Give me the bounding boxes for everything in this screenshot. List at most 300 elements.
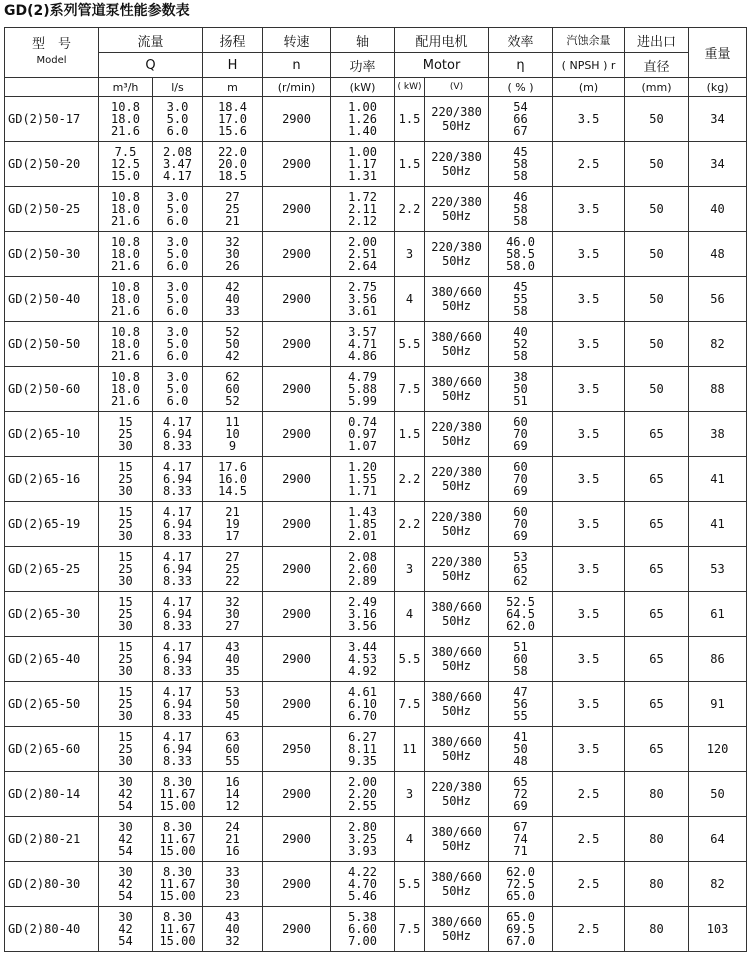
shaft-header: 轴 xyxy=(331,28,395,53)
table-row xyxy=(5,412,747,457)
shaft-power-cell-value: 4.71 xyxy=(348,337,377,351)
flow-ls-cell-value: 3.47 xyxy=(163,157,192,171)
efficiency-cell xyxy=(489,187,553,232)
flow-m3h-cell xyxy=(99,412,153,457)
frequency-value: 50Hz xyxy=(442,254,471,268)
head-cell-value: 53 xyxy=(225,685,240,699)
unit-blank xyxy=(5,78,99,97)
flow-m3h-cell-value: 30 xyxy=(118,910,133,924)
flow-m3h-cell-value: 42 xyxy=(118,922,133,936)
shaft-power-cell-value: 1.55 xyxy=(348,472,377,486)
shaft-power-cell-value: 4.53 xyxy=(348,652,377,666)
flow-ls-cell-value: 8.30 xyxy=(163,775,192,789)
efficiency-cell-value: 62.0 xyxy=(506,619,535,633)
shaft-power-cell-value: 6.70 xyxy=(348,709,377,723)
motor-voltage-cell xyxy=(425,367,489,412)
diameter-cell: 50 xyxy=(625,97,689,142)
model-cell: GD(2)65-25 xyxy=(5,547,99,592)
speed-cell: 2900 xyxy=(263,547,331,592)
frequency-value: 50Hz xyxy=(442,389,471,403)
flow-m3h-cell-value: 10.8 xyxy=(111,370,140,384)
flow-ls-cell-value: 6.94 xyxy=(163,742,192,756)
head-cell-value: 12 xyxy=(225,799,240,813)
npsh-cell: 3.5 xyxy=(553,322,625,367)
flow-ls-cell-value: 15.00 xyxy=(159,934,196,948)
diameter-cell: 65 xyxy=(625,727,689,772)
flow-ls-cell xyxy=(153,862,203,907)
flow-ls-cell-value: 6.0 xyxy=(166,394,189,408)
head-cell-value: 26 xyxy=(225,259,240,273)
shaft-power-cell-value: 9.35 xyxy=(348,754,377,768)
head-cell-value: 21 xyxy=(225,505,240,519)
efficiency-cell xyxy=(489,322,553,367)
flow-ls-cell-value: 4.17 xyxy=(163,730,192,744)
efficiency-cell-value: 65.0 xyxy=(506,889,535,903)
npsh-cell: 3.5 xyxy=(553,727,625,772)
shaft-power-cell-value: 2.55 xyxy=(348,799,377,813)
head-cell xyxy=(203,592,263,637)
flow-ls-cell-value: 5.0 xyxy=(166,247,189,261)
flow-m3h-cell xyxy=(99,502,153,547)
flow-ls-cell-value: 4.17 xyxy=(163,640,192,654)
flow-ls-cell-value: 11.67 xyxy=(159,922,196,936)
head-cell xyxy=(203,457,263,502)
flow-m3h-cell-value: 25 xyxy=(118,562,133,576)
motor-kw-cell: 1.5 xyxy=(395,142,425,187)
efficiency-cell-value: 46.0 xyxy=(506,235,535,249)
flow-ls-cell xyxy=(153,142,203,187)
speed-header: 转速 xyxy=(263,28,331,53)
npsh-cell: 3.5 xyxy=(553,592,625,637)
motor-kw-cell: 1.5 xyxy=(395,97,425,142)
flow-ls-cell xyxy=(153,592,203,637)
npsh-cell: 3.5 xyxy=(553,637,625,682)
motor-kw-cell: 4 xyxy=(395,592,425,637)
flow-m3h-cell-value: 30 xyxy=(118,775,133,789)
shaft-power-cell-value: 2.89 xyxy=(348,574,377,588)
flow-ls-cell-value: 15.00 xyxy=(159,844,196,858)
efficiency-cell xyxy=(489,727,553,772)
flow-ls-cell-value: 5.0 xyxy=(166,382,189,396)
flow-unit-ls: l/s xyxy=(153,78,203,97)
head-cell-value: 50 xyxy=(225,337,240,351)
diameter-cell: 65 xyxy=(625,637,689,682)
shaft-power-cell xyxy=(331,412,395,457)
efficiency-cell-value: 58 xyxy=(513,214,528,228)
npsh-header: 汽蚀余量 xyxy=(553,28,625,53)
dia-unit: (mm) xyxy=(625,78,689,97)
flow-m3h-cell-value: 18.0 xyxy=(111,382,140,396)
voltage-value: 380/660 xyxy=(431,600,482,614)
shaft-power-cell xyxy=(331,502,395,547)
flow-m3h-cell xyxy=(99,322,153,367)
flow-m3h-cell-value: 21.6 xyxy=(111,214,140,228)
flow-m3h-cell-value: 30 xyxy=(118,820,133,834)
flow-ls-cell-value: 6.94 xyxy=(163,427,192,441)
table-row xyxy=(5,772,747,817)
head-cell xyxy=(203,322,263,367)
efficiency-cell-value: 67.0 xyxy=(506,934,535,948)
flow-m3h-cell xyxy=(99,862,153,907)
weight-cell: 40 xyxy=(689,187,747,232)
flow-ls-cell xyxy=(153,97,203,142)
flow-m3h-cell-value: 15 xyxy=(118,550,133,564)
npsh-cell: 2.5 xyxy=(553,772,625,817)
head-cell xyxy=(203,547,263,592)
motor-voltage-cell xyxy=(425,682,489,727)
weight-cell: 82 xyxy=(689,862,747,907)
flow-m3h-cell-value: 30 xyxy=(118,754,133,768)
motor-voltage-cell xyxy=(425,817,489,862)
weight-cell: 50 xyxy=(689,772,747,817)
efficiency-cell-value: 69 xyxy=(513,439,528,453)
model-cell: GD(2)50-50 xyxy=(5,322,99,367)
dia-header: 进出口 xyxy=(625,28,689,53)
head-cell-value: 60 xyxy=(225,382,240,396)
head-cell-value: 60 xyxy=(225,742,240,756)
page-title: GD(2)系列管道泵性能参数表 xyxy=(4,3,190,19)
efficiency-cell-value: 72.5 xyxy=(506,877,535,891)
motor-kw-cell: 2.2 xyxy=(395,457,425,502)
flow-m3h-cell-value: 21.6 xyxy=(111,124,140,138)
efficiency-cell-value: 40 xyxy=(513,325,528,339)
head-cell xyxy=(203,232,263,277)
flow-m3h-cell-value: 42 xyxy=(118,787,133,801)
shaft-power-cell-value: 3.57 xyxy=(348,325,377,339)
npsh-cell: 3.5 xyxy=(553,367,625,412)
speed-cell: 2900 xyxy=(263,772,331,817)
shaft-power-cell-value: 3.56 xyxy=(348,619,377,633)
motor-voltage-cell xyxy=(425,862,489,907)
eff-unit: ( % ) xyxy=(489,78,553,97)
motor-kw-cell: 2.2 xyxy=(395,187,425,232)
model-cell: GD(2)50-20 xyxy=(5,142,99,187)
model-cell: GD(2)50-25 xyxy=(5,187,99,232)
frequency-value: 50Hz xyxy=(442,164,471,178)
shaft-power-cell-value: 1.72 xyxy=(348,190,377,204)
flow-m3h-cell-value: 15 xyxy=(118,595,133,609)
shaft-power-cell-value: 1.31 xyxy=(348,169,377,183)
speed-cell: 2900 xyxy=(263,592,331,637)
shaft-power-cell-value: 3.61 xyxy=(348,304,377,318)
efficiency-cell-value: 55 xyxy=(513,709,528,723)
efficiency-cell-value: 71 xyxy=(513,844,528,858)
shaft-power-cell-value: 2.00 xyxy=(348,235,377,249)
shaft-power-cell-value: 2.08 xyxy=(348,550,377,564)
efficiency-cell-value: 67 xyxy=(513,124,528,138)
shaft-power-cell-value: 4.79 xyxy=(348,370,377,384)
speed-cell: 2900 xyxy=(263,907,331,952)
head-cell-value: 19 xyxy=(225,517,240,531)
flow-ls-cell xyxy=(153,682,203,727)
flow-ls-cell-value: 6.94 xyxy=(163,472,192,486)
flow-m3h-cell-value: 21.6 xyxy=(111,304,140,318)
diameter-cell: 50 xyxy=(625,232,689,277)
weight-cell: 34 xyxy=(689,142,747,187)
head-cell xyxy=(203,187,263,232)
flow-ls-cell xyxy=(153,412,203,457)
shaft-power-cell-value: 5.88 xyxy=(348,382,377,396)
motor-en: Motor xyxy=(395,53,489,78)
shaft-power-cell xyxy=(331,772,395,817)
flow-m3h-cell-value: 25 xyxy=(118,607,133,621)
shaft-power-cell-value: 0.97 xyxy=(348,427,377,441)
shaft-power-cell-value: 5.99 xyxy=(348,394,377,408)
head-cell-value: 42 xyxy=(225,280,240,294)
motor-kw-cell: 11 xyxy=(395,727,425,772)
frequency-value: 50Hz xyxy=(442,209,471,223)
head-cell-value: 22 xyxy=(225,574,240,588)
head-cell xyxy=(203,817,263,862)
flow-m3h-cell-value: 18.0 xyxy=(111,337,140,351)
voltage-value: 220/380 xyxy=(431,465,482,479)
flow-m3h-cell-value: 10.8 xyxy=(111,280,140,294)
flow-ls-cell-value: 4.17 xyxy=(163,169,192,183)
flow-ls-cell-value: 8.30 xyxy=(163,910,192,924)
head-cell-value: 21 xyxy=(225,214,240,228)
voltage-value: 380/660 xyxy=(431,690,482,704)
speed-cell: 2900 xyxy=(263,367,331,412)
flow-m3h-cell-value: 15 xyxy=(118,685,133,699)
efficiency-cell-value: 69 xyxy=(513,484,528,498)
frequency-value: 50Hz xyxy=(442,524,471,538)
shaft-power-cell-value: 2.20 xyxy=(348,787,377,801)
dia-label: 直径 xyxy=(625,53,689,78)
weight-cell: 91 xyxy=(689,682,747,727)
voltage-value: 380/660 xyxy=(431,915,482,929)
efficiency-cell-value: 58 xyxy=(513,202,528,216)
weight-cell: 120 xyxy=(689,727,747,772)
flow-m3h-cell-value: 21.6 xyxy=(111,349,140,363)
flow-ls-cell-value: 5.0 xyxy=(166,202,189,216)
npsh-cell: 3.5 xyxy=(553,412,625,457)
flow-m3h-cell-value: 21.6 xyxy=(111,259,140,273)
flow-ls-cell-value: 3.0 xyxy=(166,370,189,384)
table-row xyxy=(5,547,747,592)
efficiency-cell xyxy=(489,142,553,187)
npsh-unit: (m) xyxy=(553,78,625,97)
flow-m3h-cell-value: 30 xyxy=(118,619,133,633)
head-cell-value: 52 xyxy=(225,325,240,339)
diameter-cell: 50 xyxy=(625,367,689,412)
speed-cell: 2900 xyxy=(263,502,331,547)
flow-ls-cell xyxy=(153,367,203,412)
shaft-power-cell xyxy=(331,637,395,682)
flow-m3h-cell-value: 21.6 xyxy=(111,394,140,408)
head-cell-value: 18.4 xyxy=(218,100,247,114)
weight-cell: 53 xyxy=(689,547,747,592)
speed-cell: 2900 xyxy=(263,232,331,277)
voltage-value: 220/380 xyxy=(431,555,482,569)
flow-m3h-cell-value: 15 xyxy=(118,415,133,429)
flow-ls-cell-value: 8.33 xyxy=(163,754,192,768)
flow-ls-cell-value: 6.94 xyxy=(163,562,192,576)
model-cell: GD(2)65-19 xyxy=(5,502,99,547)
diameter-cell: 50 xyxy=(625,322,689,367)
shaft-power-cell-value: 1.00 xyxy=(348,145,377,159)
motor-voltage-cell xyxy=(425,772,489,817)
flow-m3h-cell xyxy=(99,277,153,322)
efficiency-cell-value: 47 xyxy=(513,685,528,699)
flow-ls-cell-value: 15.00 xyxy=(159,799,196,813)
flow-m3h-cell-value: 15 xyxy=(118,460,133,474)
model-cell: GD(2)65-40 xyxy=(5,637,99,682)
flow-ls-cell-value: 4.17 xyxy=(163,550,192,564)
flow-m3h-cell-value: 18.0 xyxy=(111,247,140,261)
speed-cell: 2900 xyxy=(263,142,331,187)
flow-ls-cell-value: 4.17 xyxy=(163,685,192,699)
header-row-2 xyxy=(5,53,747,78)
head-cell-value: 9 xyxy=(228,439,237,453)
table-row xyxy=(5,907,747,952)
efficiency-cell-value: 65.0 xyxy=(506,910,535,924)
flow-m3h-cell-value: 15 xyxy=(118,640,133,654)
shaft-power-cell-value: 7.00 xyxy=(348,934,377,948)
shaft-power-cell xyxy=(331,142,395,187)
shaft-power-cell-value: 3.56 xyxy=(348,292,377,306)
flow-ls-cell-value: 4.17 xyxy=(163,460,192,474)
head-cell-value: 11 xyxy=(225,415,240,429)
flow-m3h-cell-value: 12.5 xyxy=(111,157,140,171)
head-cell-value: 30 xyxy=(225,607,240,621)
diameter-cell: 50 xyxy=(625,187,689,232)
speed-cell: 2900 xyxy=(263,682,331,727)
table-row xyxy=(5,97,747,142)
diameter-cell: 65 xyxy=(625,592,689,637)
flow-m3h-cell-value: 25 xyxy=(118,427,133,441)
weight-header: 重量 xyxy=(689,28,747,78)
efficiency-cell-value: 50 xyxy=(513,382,528,396)
efficiency-cell xyxy=(489,682,553,727)
shaft-power-cell xyxy=(331,547,395,592)
speed-cell: 2900 xyxy=(263,412,331,457)
motor-v-unit: (V) xyxy=(425,78,489,97)
flow-ls-cell-value: 3.0 xyxy=(166,280,189,294)
head-cell-value: 43 xyxy=(225,640,240,654)
shaft-power-cell-value: 3.93 xyxy=(348,844,377,858)
efficiency-cell xyxy=(489,817,553,862)
speed-cell: 2900 xyxy=(263,322,331,367)
head-cell xyxy=(203,412,263,457)
npsh-cell: 2.5 xyxy=(553,142,625,187)
speed-symbol: n xyxy=(263,53,331,78)
weight-cell: 48 xyxy=(689,232,747,277)
flow-ls-cell-value: 6.94 xyxy=(163,697,192,711)
frequency-value: 50Hz xyxy=(442,659,471,673)
efficiency-cell-value: 58 xyxy=(513,664,528,678)
weight-cell: 41 xyxy=(689,502,747,547)
flow-ls-cell xyxy=(153,907,203,952)
flow-m3h-cell xyxy=(99,772,153,817)
efficiency-cell-value: 65 xyxy=(513,775,528,789)
flow-m3h-cell xyxy=(99,592,153,637)
flow-m3h-cell xyxy=(99,142,153,187)
head-cell-value: 30 xyxy=(225,877,240,891)
head-cell xyxy=(203,682,263,727)
model-cell: GD(2)65-50 xyxy=(5,682,99,727)
head-cell-value: 16.0 xyxy=(218,472,247,486)
npsh-symbol: ( NPSH ) r xyxy=(553,53,625,78)
shaft-power-cell-value: 2.75 xyxy=(348,280,377,294)
flow-ls-cell-value: 8.30 xyxy=(163,820,192,834)
flow-ls-cell-value: 6.0 xyxy=(166,124,189,138)
frequency-value: 50Hz xyxy=(442,929,471,943)
shaft-power-cell xyxy=(331,592,395,637)
flow-ls-cell-value: 6.0 xyxy=(166,349,189,363)
shaft-power-cell-value: 3.44 xyxy=(348,640,377,654)
efficiency-cell-value: 51 xyxy=(513,394,528,408)
frequency-value: 50Hz xyxy=(442,884,471,898)
head-header: 扬程 xyxy=(203,28,263,53)
head-cell xyxy=(203,97,263,142)
flow-m3h-cell-value: 30 xyxy=(118,664,133,678)
speed-cell: 2900 xyxy=(263,97,331,142)
npsh-cell: 3.5 xyxy=(553,457,625,502)
flow-m3h-cell xyxy=(99,637,153,682)
shaft-power-cell-value: 4.70 xyxy=(348,877,377,891)
motor-kw-cell: 4 xyxy=(395,817,425,862)
flow-unit-m3h: m³/h xyxy=(99,78,153,97)
flow-m3h-cell xyxy=(99,97,153,142)
shaft-power-cell-value: 2.01 xyxy=(348,529,377,543)
efficiency-cell-value: 69 xyxy=(513,529,528,543)
flow-m3h-cell-value: 30 xyxy=(118,709,133,723)
frequency-value: 50Hz xyxy=(442,569,471,583)
pump-parameter-table xyxy=(4,27,747,952)
flow-m3h-cell-value: 15 xyxy=(118,730,133,744)
speed-cell: 2900 xyxy=(263,277,331,322)
flow-ls-cell-value: 3.0 xyxy=(166,325,189,339)
head-unit: m xyxy=(203,78,263,97)
model-cell: GD(2)50-30 xyxy=(5,232,99,277)
motor-voltage-cell xyxy=(425,187,489,232)
voltage-value: 220/380 xyxy=(431,780,482,794)
motor-kw-cell: 5.5 xyxy=(395,322,425,367)
header-row-1 xyxy=(5,28,747,53)
efficiency-cell xyxy=(489,772,553,817)
flow-ls-cell-value: 3.0 xyxy=(166,190,189,204)
flow-header: 流量 xyxy=(99,28,203,53)
head-cell xyxy=(203,772,263,817)
efficiency-cell xyxy=(489,592,553,637)
flow-m3h-cell-value: 18.0 xyxy=(111,292,140,306)
flow-m3h-cell-value: 30 xyxy=(118,484,133,498)
frequency-value: 50Hz xyxy=(442,344,471,358)
speed-cell: 2900 xyxy=(263,817,331,862)
diameter-cell: 65 xyxy=(625,547,689,592)
flow-m3h-cell-value: 18.0 xyxy=(111,202,140,216)
motor-kw-cell: 7.5 xyxy=(395,367,425,412)
voltage-value: 380/660 xyxy=(431,330,482,344)
flow-m3h-cell-value: 25 xyxy=(118,652,133,666)
efficiency-cell-value: 60 xyxy=(513,415,528,429)
motor-voltage-cell xyxy=(425,907,489,952)
motor-voltage-cell xyxy=(425,547,489,592)
motor-voltage-cell xyxy=(425,277,489,322)
flow-ls-cell-value: 4.17 xyxy=(163,595,192,609)
motor-kw-cell: 3 xyxy=(395,232,425,277)
efficiency-cell-value: 60 xyxy=(513,460,528,474)
head-cell-value: 63 xyxy=(225,730,240,744)
flow-ls-cell-value: 5.0 xyxy=(166,337,189,351)
flow-ls-cell-value: 8.33 xyxy=(163,574,192,588)
shaft-power-cell-value: 2.64 xyxy=(348,259,377,273)
flow-ls-cell xyxy=(153,727,203,772)
head-cell xyxy=(203,727,263,772)
weight-cell: 56 xyxy=(689,277,747,322)
flow-m3h-cell-value: 25 xyxy=(118,517,133,531)
table-row xyxy=(5,592,747,637)
